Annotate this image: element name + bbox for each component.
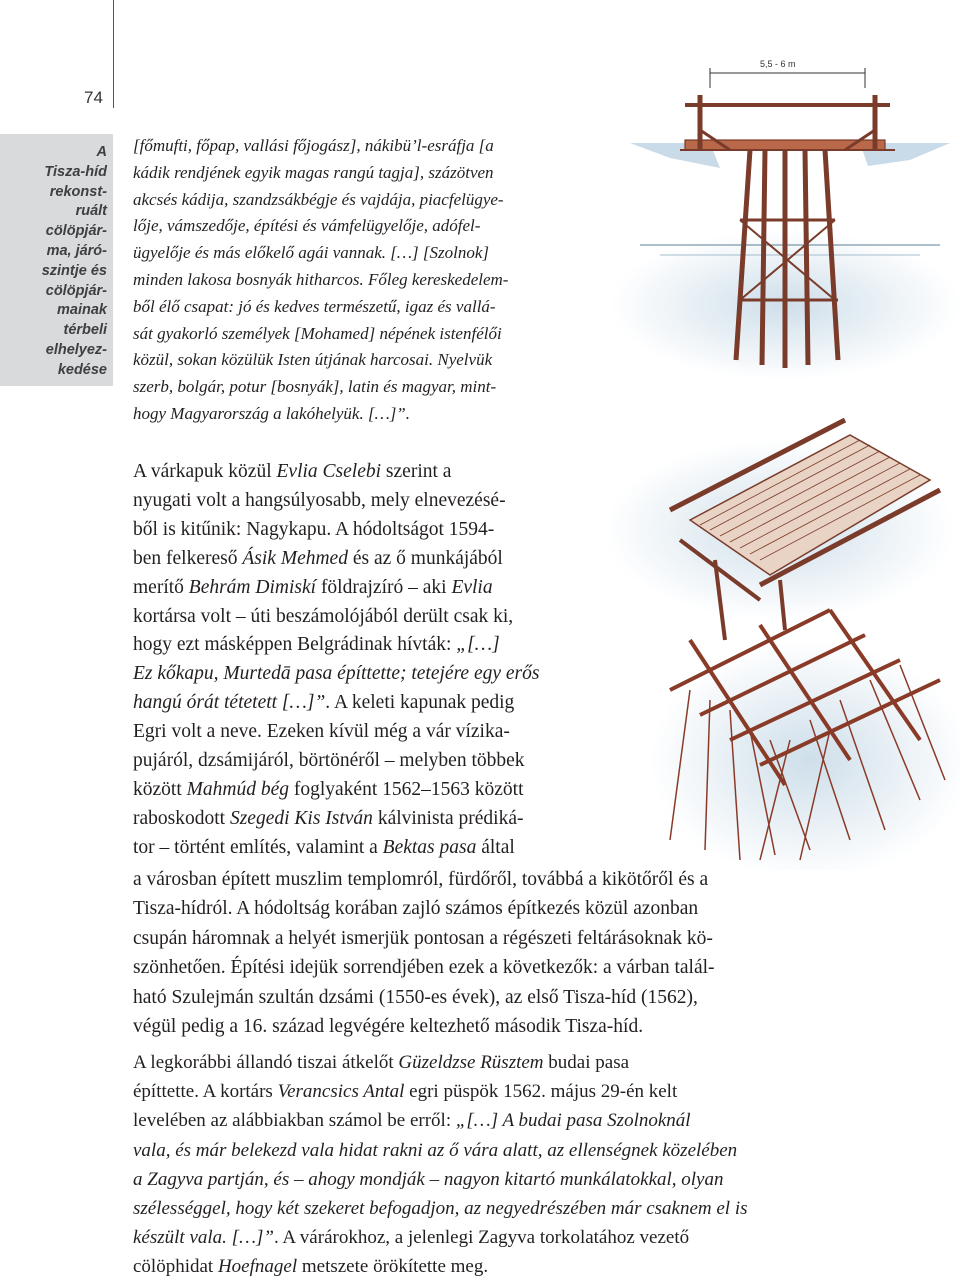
page-number: 74 <box>84 88 103 107</box>
header-rule <box>113 0 114 108</box>
paragraph-gates-continued: a városban épített muszlim templomról, fürdőről, továbbá a kikötőről és a Tisza-hídról. A hódoltság korában zajló számos építkezés közül azonban csupán háromnak a helyét ismerjük pontosan a régészeti feltárásoknak kö- szönhetően. Építési idejük sorrendjében ezek a következők: a várban talál- ható Szulejmán szultán dzsámi (1550-es évek), az első Tisza-híd (1562), végül pedig a 16. század legvégére keltezhető második Tisza-híd. <box>133 869 715 1038</box>
pile-frame-view <box>650 610 960 870</box>
bridge-cross-section <box>610 59 960 380</box>
figure-caption-box <box>0 134 113 386</box>
bridge-illustration <box>610 40 960 870</box>
dimension-label: 5,5 - 6 m <box>760 59 796 69</box>
paragraph-first-bridge: A legkorábbi állandó tiszai átkelőt Güzeldzse Rüsztem budai pasa építtette. A kortárs Verancsics Antal egri püspök 1562. május 29-én kelt levelében az alábbiakban számol be erről: „[…] A budai pasa Szolnoknál vala, és már belekezd vala hidat rakni az ő vára alatt, az ellenségnek közelében a Zagyva partján, és – ahogy mondják – nagyon kitartó munkálatokkal, olyan szélességgel, hogy két szekeret befogadjon, az negyedrészében már csaknem el is készült vala. […]”. A várárokhoz, a jelenlegi Zagyva torkolatához vezető cölöphidat Hoefnagel metszete örökítette meg. <box>133 1052 748 1278</box>
bridge-plan-view <box>610 420 955 640</box>
figure-caption: A Tisza-híd rekonst- ruált cölöpjár- ma, járó- szintje és cölöpjár- mainak térbeli elhelyez- kedése <box>41 144 107 378</box>
paragraph-gates: A várkapuk közül Evlia Cselebi szerint a nyugati volt a hangsúlyosabb, mely elnevezésé- ből is kitűnik: Nagykapu. A hódoltságot 1594- ben felkereső Ásik Mehmed és az ő munkájából merítő Behrám Dimiskí földrajzíró – aki Evlia kortársa volt – úti beszámolójából derült csak ki, hogy ezt másképpen Belgrádinak hívták: „[…] Ez kőkapu, Murtedā pasa építtette; tetejére egy erős hangú órát tétetett […]”. A keleti kapunak pedig Egri volt a neve. Ezeken kívül még a vár vízika- pujáról, dzsámijáról, börtönéről – melyben többek között Mahmúd bég foglyaként 1562–1563 között raboskodott Szegedi Kis István kálvinista prédiká- tor – történt említés, valamint a Bektas pasa által <box>133 461 540 858</box>
quotation-block: [főmufti, főpap, vallási főjogász], nákibü’l-esráfja [a kádik rendjének egyik magas rangú tagja], százötven akcsés kádija, szandzsákbégje és vajdája, piacfelügye- lője, vámszedője, építési és vámfelügyelője, adófel- ügyelője és más előkelő agái vannak. […] [Szolnok] minden lakosa bosnyák hitharcos. Főleg kereskedelem- ből élő csapat: jó és kedves természetű, igaz és vallá- sát gyakorló személyek [Mohamed] népének istenfélői közül, sokan közülük Isten útjának harcosai. Nyelvük szerb, bolgár, potur [bosnyák], latin és magyar, mint- hogy Magyarország a lakóhelyük. […]”. <box>133 136 509 423</box>
